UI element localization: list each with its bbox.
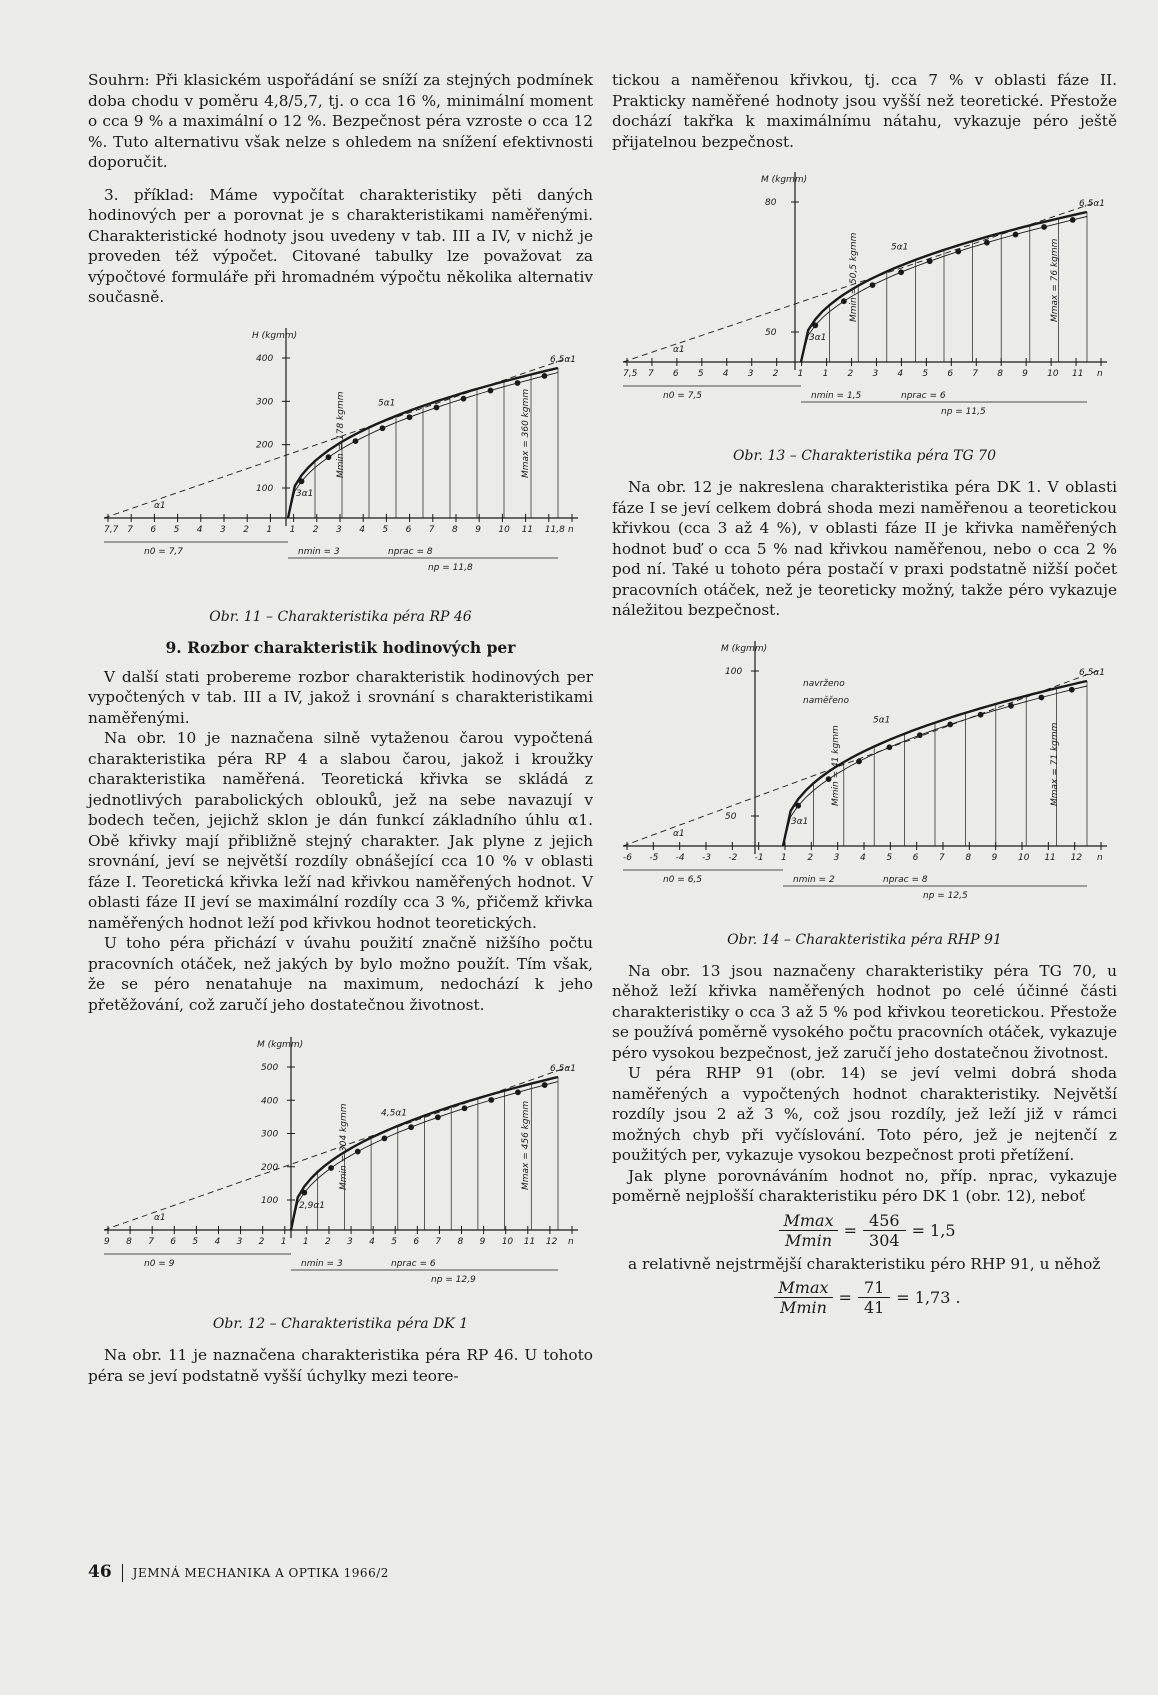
figure-11-caption: Obr. 11 – Charakteristika péra RP 46: [209, 608, 472, 625]
angle-3-label: 3α1: [808, 333, 826, 343]
y-tick-label: 400: [255, 353, 273, 364]
measured-point: [1069, 687, 1074, 692]
nprac-label: nprac = 8: [387, 546, 433, 557]
measured-point: [1008, 703, 1013, 708]
x-tick-label: 7: [147, 1237, 154, 1247]
mmin-label: Mmin = 178 kgmm: [335, 391, 346, 478]
legend-designed: navrženo: [802, 678, 845, 689]
measured-point: [542, 373, 547, 378]
x-tick-label: 3: [833, 852, 839, 863]
x-tick-label: 7: [971, 369, 978, 379]
x-tick-label: 11,8: [544, 524, 565, 535]
x-tick-label: 5: [381, 524, 388, 535]
y-tick-label: 300: [260, 1129, 278, 1140]
x-tick-label: 11: [1043, 852, 1056, 863]
x-tick-label: 1: [265, 524, 272, 535]
nmin-label: nmin = 1,5: [810, 391, 861, 401]
x-tick-label: -5: [648, 852, 658, 863]
angle-5-label: 5α1: [872, 714, 890, 725]
x-tick-label: 3: [335, 524, 342, 535]
page-number: 46: [88, 1562, 112, 1582]
figure-13-caption: Obr. 13 – Charakteristika péra TG 70: [733, 448, 996, 464]
x-tick-label: 6: [405, 524, 411, 535]
y-tick-label: 500: [260, 1063, 278, 1073]
x-tick-label: 8: [125, 1237, 132, 1247]
measured-point: [955, 249, 960, 254]
x-tick-label: 7: [938, 852, 945, 863]
figure-14-chart: [615, 621, 1115, 931]
measured-point: [978, 712, 983, 717]
x-tick-label: 8: [457, 1237, 463, 1247]
mmax-label: Mmax = 76 kgmm: [1049, 238, 1060, 322]
nprac-label: nprac = 8: [882, 874, 928, 885]
y-axis-label: H (kgmm): [251, 330, 297, 341]
n0-label: n0 = 6,5: [662, 874, 702, 885]
y-tick-label: 50: [764, 328, 776, 338]
x-tick-label: -4: [675, 852, 685, 863]
x-tick-label: 4: [358, 524, 365, 535]
x-tick-label: 7,7: [103, 524, 118, 535]
measured-point: [515, 380, 520, 385]
comparison-paragraph: Jak plyne porovnáváním hodnot no, příp. nprac, vykazuje poměrně nejplošší charakteristiku péro DK 1 (obr. 12), neboť: [612, 1166, 1117, 1205]
left-column: [88, 70, 593, 1386]
y-tick-label: 300: [255, 396, 273, 407]
x-tick-label: 9: [103, 1237, 110, 1247]
x-tick-label: 7,5: [622, 369, 637, 379]
x-tick-label: 9: [991, 852, 997, 863]
figure-12-chart: [96, 1015, 586, 1315]
measured-point: [812, 323, 817, 328]
x-tick-label: 6: [169, 1237, 176, 1247]
measured-point: [462, 1106, 467, 1111]
y-tick-label: 50: [724, 811, 736, 822]
eq2-result: = 1,73 .: [896, 1288, 961, 1307]
section-9-intro: V další stati probereme rozbor charakteristik hodinových per vypočtených v tab. III a IV, jakož i srovnání s charakteristikami naměřenými.: [88, 667, 593, 727]
equation-rhp91: Mmax Mmin = $\frac{71}{41}$ = 1,73 .: [612, 1278, 1117, 1317]
eq2-num-label: Mmax: [774, 1278, 832, 1298]
angle-5-label: 5α1: [890, 242, 908, 253]
measured-point: [380, 425, 385, 430]
rp4-conclusion: U toho péra přichází v úvahu použití značně nižšího počtu pracovních otáček, než jakých by bylo možno použít. Tím však, že se péro nenatahuje na maximum, nedochází k jeho přetěžování, což zaručí jeho dostatečnou životnost.: [88, 934, 593, 1014]
x-tick-label: 2: [772, 369, 778, 379]
alpha-label: α1: [672, 345, 685, 355]
measured-point: [408, 1125, 413, 1130]
measured-point: [795, 803, 800, 808]
eq1-num-label: Mmax: [779, 1211, 837, 1231]
measured-point: [328, 1166, 333, 1171]
x-tick-label: 5: [885, 852, 892, 863]
fig12-discussion: Na obr. 12 je nakreslena charakteristika péra DK 1. V oblasti fáze I se jeví celkem dobrá shoda mezi naměřenou a teoretickou křivkou (cca 3 až 4 %), v oblasti fáze II je křivka naměřených hodnot buď o cca 5 % nad křivkou naměřenou, nebo o cca 2 % pod ní. Také u tohoto péra postačí v praxi podstatně nižší počet pracovních otáček, než je teoreticky možný, takže péro vykazuje náležitou bezpečnost.: [612, 478, 1117, 619]
x-tick-label: 4: [859, 852, 866, 863]
x-tick-label: 7: [428, 524, 435, 535]
measured-point: [947, 722, 952, 727]
x-tick-label: 12: [545, 1237, 557, 1247]
measured-point: [301, 1190, 306, 1195]
measured-point: [435, 1115, 440, 1120]
x-tick-label: 6: [149, 524, 156, 535]
x-tick-label: -2: [727, 852, 737, 863]
x-tick-label: 1: [780, 852, 787, 863]
x-tick-label: 5: [921, 369, 928, 379]
measured-point: [898, 270, 903, 275]
x-tick-label: 4: [722, 369, 729, 379]
x-tick-label: 7: [434, 1237, 441, 1247]
y-tick-label: 80: [764, 198, 776, 208]
np-label: np = 11,8: [427, 562, 473, 573]
steepest-paragraph: a relativně nejstrmější charakteristiku péro RHP 91, u něhož: [628, 1254, 1101, 1273]
mmin-label: Mmin = 50,5 kgmm: [848, 232, 859, 322]
x-tick-label: 1: [280, 1237, 286, 1247]
eq1-den-label: Mmin: [785, 1230, 833, 1250]
alpha-label: α1: [153, 500, 166, 511]
y-tick-label: 100: [255, 483, 273, 494]
measured-point: [887, 744, 892, 749]
measured-point: [382, 1136, 387, 1141]
legend-measured: naměřeno: [802, 695, 849, 706]
x-tick-label: 4: [213, 1237, 220, 1247]
y-tick-label: 100: [260, 1196, 278, 1206]
x-tick-label: 5: [697, 369, 704, 379]
np-label: np = 12,5: [922, 890, 968, 901]
x-tick-label: 2: [312, 524, 319, 535]
equation-dk1: Mmax Mmin = $\frac{456}{304}$ = 1,5: [612, 1211, 1117, 1250]
eq2-num: 71: [858, 1278, 890, 1298]
measured-point: [1039, 695, 1044, 700]
measured-point: [841, 299, 846, 304]
x-tick-label: 6: [672, 369, 679, 379]
measured-point: [1070, 217, 1075, 222]
footer-divider: [122, 1564, 123, 1582]
eq2-den-label: Mmin: [779, 1298, 827, 1317]
x-tick-label: 3: [219, 524, 226, 535]
x-tick-label: 3: [871, 369, 878, 379]
x-tick-label: 10: [497, 524, 510, 535]
section-9-heading: 9. Rozbor charakteristik hodinových per: [165, 637, 516, 657]
measured-point: [870, 283, 875, 288]
measured-point: [488, 1098, 493, 1103]
x-tick-label: 4: [896, 369, 903, 379]
np-label: np = 11,5: [940, 407, 986, 417]
mmax-label: Mmax = 456 kgmm: [520, 1100, 531, 1190]
x-tick-label: 3: [346, 1237, 353, 1247]
eq2-den: 41: [863, 1298, 885, 1317]
measured-point: [1013, 232, 1018, 237]
x-tick-label: 4: [368, 1237, 375, 1247]
x-tick-label: 6: [412, 1237, 419, 1247]
x-tick-label: 2: [258, 1237, 264, 1247]
x-tick-label: 11: [523, 1237, 535, 1247]
eq1-result: = 1,5: [911, 1220, 956, 1240]
figure-14-caption: Obr. 14 – Charakteristika péra RHP 91: [727, 931, 1002, 948]
journal-name: JEMNÁ MECHANIKA A OPTIKA 1966/2: [132, 1566, 389, 1580]
n0-label: n0 = 7,7: [143, 546, 183, 557]
x-tick-label: 6: [912, 852, 918, 863]
measured-point: [1041, 225, 1046, 230]
measured-point: [917, 732, 922, 737]
x-tick-label: 7: [126, 524, 133, 535]
measured-point: [488, 388, 493, 393]
x-tick-label: n: [567, 524, 574, 535]
x-tick-label: n: [1096, 852, 1103, 863]
alpha-label: α1: [153, 1213, 166, 1223]
nprac-label: nprac = 6: [390, 1259, 436, 1269]
measured-point: [461, 396, 466, 401]
figure-13-chart: [615, 152, 1115, 447]
angle-65-label: 6,5α1: [549, 354, 576, 365]
summary-paragraph: Souhrn: Při klasickém uspořádání se sníží za stejných podmínek doba chodu v poměru 4,8/5,7, tj. o cca 16 %, minimální moment o cca 9 % a maximální o 12 %. Bezpečnost péra vzroste o cca 12 %. Tuto alternativu však nelze s ohledem na snížení efektivnosti doporučit.: [88, 71, 593, 171]
fig10-discussion: Na obr. 10 je naznačena silně vytaženou čarou vypočtená charakteristika péra RP 4 a slabou čarou, jakož i kroužky charakteristika naměřená. Teoretická křivka se skládá z jednotlivých parabolických oblouků, jež na sebe navazují v bodech tečen, jejichž sklon je dán funkcí základního úhlu α1. Obě křivky mají přibližně stejný charakter. Jak plyne z jejich srovnání, jeví se největší rozdíly obnášející cca 10 % v oblasti fáze I. Teoretická křivka leží nad křivkou naměřených hodnot. V oblasti fáze II jeví se maximální rozdíly cca 3 %, přičemž křivka naměřených hodnot leží pod křivkou hodnot teoretických.: [88, 729, 593, 932]
measured-point: [353, 438, 358, 443]
mmax-label: Mmax = 360 kgmm: [520, 388, 531, 478]
x-tick-label: 3: [236, 1237, 242, 1247]
x-tick-label: 1: [797, 369, 803, 379]
angle-65-label: 6,5α1: [1078, 667, 1105, 678]
mmin-label: Mmin = 41 kgmm: [830, 724, 841, 806]
x-tick-label: 5: [390, 1237, 397, 1247]
n0-label: n0 = 9: [143, 1259, 174, 1269]
nprac-label: nprac = 6: [900, 391, 946, 401]
x-tick-label: 1: [302, 1237, 309, 1247]
eq1-num: 456: [863, 1211, 906, 1231]
angle-3-label: 3α1: [790, 816, 808, 827]
x-tick-label: 7: [647, 369, 654, 379]
eq1-den: 304: [869, 1230, 900, 1250]
angle-65-label: 6,5α1: [549, 1064, 576, 1074]
measured-point: [515, 1090, 520, 1095]
x-tick-label: 2: [847, 369, 853, 379]
x-tick-label: 5: [173, 524, 179, 535]
angle-65-label: 6,5α1: [1078, 199, 1105, 209]
measured-point: [299, 478, 304, 483]
x-tick-label: 2: [324, 1237, 331, 1247]
nmin-label: nmin = 3: [297, 546, 340, 557]
mmin-label: Mmin = 304 kgmm: [338, 1103, 349, 1190]
y-axis-label: M (kgmm): [720, 643, 767, 654]
x-tick-label: 9: [479, 1237, 485, 1247]
x-tick-label: -1: [754, 852, 764, 863]
x-tick-label: 1: [289, 524, 295, 535]
measured-point: [856, 759, 861, 764]
x-tick-label: 5: [191, 1237, 198, 1247]
angle-3-label: 2,9α1: [298, 1201, 325, 1211]
x-tick-label: 3: [747, 369, 753, 379]
x-tick-label: 11: [521, 524, 533, 535]
measured-point: [326, 454, 331, 459]
measured-point: [542, 1083, 547, 1088]
x-tick-label: 9: [1021, 369, 1028, 379]
x-tick-label: 10: [1017, 852, 1029, 863]
example-3-paragraph: 3. příklad: Máme vypočítat charakteristiky pěti daných hodinových per a porovnat je s charakteristikami naměřenými. Charakteristické hodnoty jsou uvedeny v tab. III a IV, v nichž je proveden též výpočet. Citované tabulky lze považovat za výpočtové formuláře při hromadném výpočtu několika alternativ současně.: [88, 185, 593, 306]
measured-point: [927, 259, 932, 264]
fig13-discussion: Na obr. 13 jsou naznačeny charakteristiky péra TG 70, u něhož leží křivka naměřených hodnot po celé účinné části charakteristiky o cca 3 až 5 % pod křivkou teoretickou. Přestože se používá poměrně vysokého počtu pracovních otáček, vykazuje péro vysokou bezpečnost, jež zaručí jeho dostatečnou životnost.: [612, 961, 1117, 1062]
x-tick-label: 10: [1046, 369, 1059, 379]
n0-label: n0 = 7,5: [662, 391, 702, 401]
x-tick-label: 4: [196, 524, 203, 535]
x-tick-label: 8: [451, 524, 458, 535]
page-footer: [88, 1562, 389, 1582]
x-tick-label: n: [567, 1237, 574, 1247]
y-axis-label: M (kgmm): [256, 1040, 303, 1050]
x-tick-label: 2: [242, 524, 249, 535]
np-label: np = 12,9: [430, 1275, 476, 1285]
x-tick-label: 12: [1070, 852, 1082, 863]
alpha-label: α1: [672, 828, 685, 839]
x-tick-label: 6: [946, 369, 953, 379]
nmin-label: nmin = 3: [300, 1259, 343, 1269]
angle-5-label: 4,5α1: [380, 1108, 407, 1119]
measured-point: [434, 405, 439, 410]
y-axis-label: M (kgmm): [760, 175, 807, 185]
angle-3-label: 3α1: [295, 488, 313, 499]
angle-5-label: 5α1: [377, 398, 395, 408]
x-tick-label: 11: [1071, 369, 1084, 379]
measured-point: [984, 240, 989, 245]
x-tick-label: 1: [822, 369, 828, 379]
measured-point: [355, 1149, 360, 1154]
fig11-discussion-end: tickou a naměřenou křivkou, tj. cca 7 % v oblasti fáze II. Prakticky naměřené hodnoty jsou vyšší než teoretické. Přestože dochází takřka k maximálnímu nátahu, vykazuje péro ještě přijatelnou bezpečnost.: [612, 71, 1117, 151]
x-tick-label: 9: [474, 524, 481, 535]
nmin-label: nmin = 2: [792, 874, 835, 885]
x-tick-label: -3: [701, 852, 711, 863]
fig14-discussion: U péra RHP 91 (obr. 14) se jeví velmi dobrá shoda naměřených a vypočtených hodnot charakteristiky. Největší rozdíly jsou 2 až 3 %, což jsou rozdíly, jež leží již v rámci možných chyb při vyčíslování. Toto péro, jež je nejtenčí z použitých per, vykazuje vysokou bezpečnost proti přetížení.: [612, 1064, 1117, 1164]
y-tick-label: 100: [724, 666, 742, 677]
x-tick-label: -6: [622, 852, 632, 863]
y-tick-label: 200: [260, 1162, 278, 1173]
mmax-label: Mmax = 71 kgmm: [1049, 722, 1060, 806]
y-tick-label: 200: [255, 440, 273, 451]
right-column: [612, 70, 1117, 1321]
fig11-discussion-start: Na obr. 11 je naznačena charakteristika péra RP 46. U tohoto péra se jeví podstatně vyšší úchylky mezi teore-: [88, 1346, 593, 1385]
x-tick-label: n: [1096, 369, 1103, 379]
y-tick-label: 400: [260, 1096, 278, 1107]
x-tick-label: 2: [806, 852, 813, 863]
x-tick-label: 8: [964, 852, 971, 863]
measured-point: [407, 414, 412, 419]
x-tick-label: 10: [501, 1237, 513, 1247]
figure-12-caption: Obr. 12 – Charakteristika péra DK 1: [212, 1316, 469, 1332]
figure-11-chart: [96, 308, 586, 608]
x-tick-label: 8: [996, 369, 1003, 379]
